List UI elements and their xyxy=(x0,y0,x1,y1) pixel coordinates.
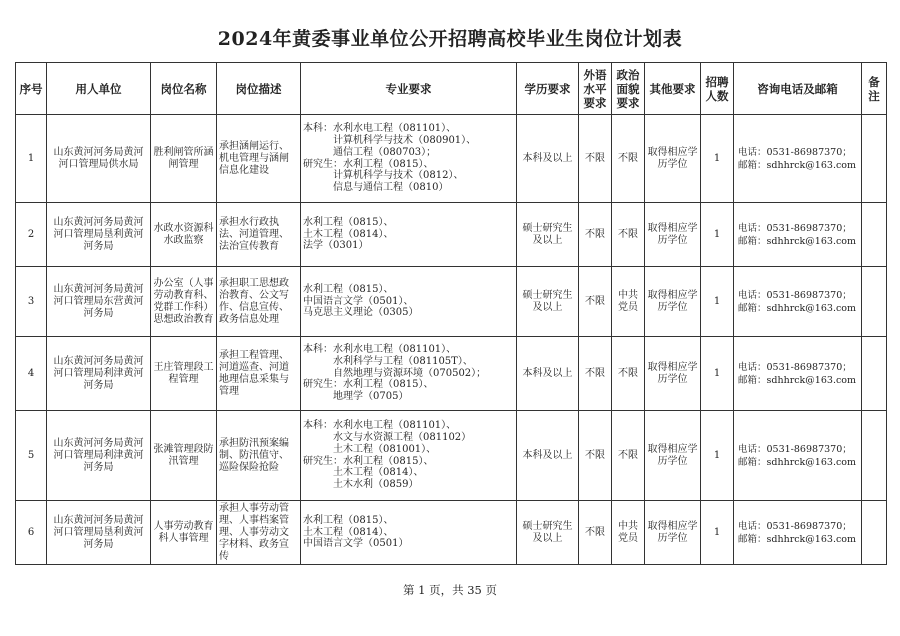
header-cell: 政治面貌要求 xyxy=(612,63,645,115)
major-requirement-line: 水利工程（0815）、 xyxy=(303,514,394,526)
contact-email: 邮箱：sdhhrck@163.com xyxy=(738,302,857,314)
contact-phone: 电话：0531-86987370； xyxy=(738,289,852,301)
employer-cell: 山东黄河河务局黄河河口管理局利津黄河河务局 xyxy=(47,337,151,411)
major-requirement-cell xyxy=(301,411,517,501)
row-number-cell: 1 xyxy=(16,115,47,203)
header-cell: 其他要求 xyxy=(645,63,701,115)
politics-cell: 不限 xyxy=(612,115,645,203)
row-number-cell: 4 xyxy=(16,337,47,411)
major-requirement-line: 水利工程（0815）、 xyxy=(303,283,394,295)
note-cell xyxy=(862,267,887,337)
contact-cell xyxy=(734,337,862,411)
language-cell: 不限 xyxy=(579,267,612,337)
language-cell: 不限 xyxy=(579,337,612,411)
contact-cell xyxy=(734,115,862,203)
position-description-cell: 承担涵闸运行、机电管理与涵闸信息化建设 xyxy=(217,115,301,203)
education-cell: 硕士研究生及以上 xyxy=(517,501,579,565)
major-requirement-line: 中国语言文学（0501）、 xyxy=(303,295,414,307)
education-cell: 本科及以上 xyxy=(517,337,579,411)
contact-cell xyxy=(734,267,862,337)
header-cell: 岗位名称 xyxy=(151,63,217,115)
other-requirement-cell: 取得相应学历学位 xyxy=(645,411,701,501)
major-requirement-cell xyxy=(301,115,517,203)
employer-cell: 山东黄河河务局黄河河口管理局供水局 xyxy=(47,115,151,203)
education-cell: 本科及以上 xyxy=(517,115,579,203)
major-requirement-line: 本科：水利水电工程（081101）、 xyxy=(303,420,457,432)
contact-email: 邮箱：sdhhrck@163.com xyxy=(738,456,857,468)
row-number-cell: 3 xyxy=(16,267,47,337)
recruitment-table xyxy=(15,62,887,565)
other-requirement-cell: 取得相应学历学位 xyxy=(645,267,701,337)
employer-cell: 山东黄河河务局黄河河口管理局垦利黄河河务局 xyxy=(47,501,151,565)
contact-phone: 电话：0531-86987370； xyxy=(738,361,852,373)
major-requirement-line: 研究生：水利工程（0815）、 xyxy=(303,379,434,391)
politics-cell: 不限 xyxy=(612,203,645,267)
major-requirement-line: 水文与水资源工程（081102） xyxy=(333,431,472,443)
position-description-cell: 承担人事劳动管理、人事档案管理、人事劳动文字材料、政务宣传 xyxy=(217,501,301,565)
table-row xyxy=(16,115,887,203)
language-cell: 不限 xyxy=(579,501,612,565)
major-requirement-line: 本科：水利水电工程（081101）、 xyxy=(303,344,457,355)
politics-cell: 不限 xyxy=(612,337,645,411)
major-requirement-cell xyxy=(301,267,517,337)
major-requirement-line: 研究生：水利工程（0815）、 xyxy=(303,158,434,170)
contact-cell xyxy=(734,501,862,565)
position-name-cell: 胜利闸管所涵闸管理 xyxy=(151,115,217,203)
row-number-cell: 5 xyxy=(16,411,47,501)
note-cell xyxy=(862,411,887,501)
table-row xyxy=(16,337,887,411)
contact-cell xyxy=(734,203,862,267)
major-requirement-line: 通信工程（080703）； xyxy=(333,146,437,158)
major-requirement-cell xyxy=(301,501,517,565)
page-title: 2024年黄委事业单位公开招聘高校毕业生岗位计划表 xyxy=(217,28,683,50)
politics-cell: 中共党员 xyxy=(612,501,645,565)
note-cell xyxy=(862,501,887,565)
header-cell: 学历要求 xyxy=(517,63,579,115)
table-row xyxy=(16,267,887,337)
table-row xyxy=(16,411,887,501)
position-name-cell: 王庄管理段工程管理 xyxy=(151,337,217,411)
note-cell xyxy=(862,203,887,267)
major-requirement-line: 土木工程（0814）、 xyxy=(303,526,394,538)
major-requirement-line: 法学（0301） xyxy=(303,240,369,252)
headcount-cell: 1 xyxy=(701,337,734,411)
language-cell: 不限 xyxy=(579,115,612,203)
major-requirement-line: 信息与通信工程（0810） xyxy=(333,182,449,194)
header-cell: 用人单位 xyxy=(47,63,151,115)
contact-phone: 电话：0531-86987370； xyxy=(738,443,852,455)
table-row xyxy=(16,501,887,565)
politics-cell: 中共党员 xyxy=(612,267,645,337)
major-requirement-line: 土木工程（081001）、 xyxy=(333,443,437,455)
row-number-cell: 6 xyxy=(16,501,47,565)
major-requirement-line: 土木工程（0814）、 xyxy=(333,467,424,479)
other-requirement-cell: 取得相应学历学位 xyxy=(645,115,701,203)
position-name-cell: 办公室（人事劳动教育科、党群工作科）思想政治教育 xyxy=(151,267,217,337)
header-cell: 序号 xyxy=(16,63,47,115)
header-cell: 专业要求 xyxy=(301,63,517,115)
education-cell: 硕士研究生及以上 xyxy=(517,203,579,267)
other-requirement-cell: 取得相应学历学位 xyxy=(645,501,701,565)
header-cell: 咨询电话及邮箱 xyxy=(734,63,862,115)
header-cell: 外语水平要求 xyxy=(579,63,612,115)
major-requirement-line: 研究生：水利工程（0815）、 xyxy=(303,455,434,467)
major-requirement-line: 马克思主义理论（0305） xyxy=(303,307,419,319)
headcount-cell: 1 xyxy=(701,267,734,337)
major-requirement-cell xyxy=(301,337,517,411)
contact-email: 邮箱：sdhhrck@163.com xyxy=(738,374,857,386)
language-cell: 不限 xyxy=(579,203,612,267)
note-cell xyxy=(862,337,887,411)
position-name-cell: 水政水资源科水政监察 xyxy=(151,203,217,267)
contact-email: 邮箱：sdhhrck@163.com xyxy=(738,159,857,171)
major-requirement-line: 土木水利（0859） xyxy=(333,479,419,491)
major-requirement-line: 土木工程（0814）、 xyxy=(303,228,394,240)
major-requirement-line: 水利工程（0815）、 xyxy=(303,216,394,228)
education-cell: 本科及以上 xyxy=(517,411,579,501)
header-cell: 备注 xyxy=(862,63,887,115)
employer-cell: 山东黄河河务局黄河河口管理局利津黄河河务局 xyxy=(47,411,151,501)
major-requirement-line: 中国语言文学（0501） xyxy=(303,538,409,550)
contact-phone: 电话：0531-86987370； xyxy=(738,520,852,532)
position-description-cell: 承担职工思想政治教育、公文写作、信息宣传、政务信息处理 xyxy=(217,267,301,337)
language-cell: 不限 xyxy=(579,411,612,501)
major-requirement-line: 本科：水利水电工程（081101）、 xyxy=(303,123,457,135)
other-requirement-cell: 取得相应学历学位 xyxy=(645,337,701,411)
major-requirement-cell xyxy=(301,203,517,267)
education-cell: 硕士研究生及以上 xyxy=(517,267,579,337)
row-number-cell: 2 xyxy=(16,203,47,267)
contact-email: 邮箱：sdhhrck@163.com xyxy=(738,533,857,545)
position-description-cell: 承担防汛预案编制、防汛值守、巡险保险抢险 xyxy=(217,411,301,501)
table-header-row xyxy=(16,63,887,115)
position-description-cell: 承担工程管理、河道巡查、河道地理信息采集与管理 xyxy=(217,337,301,411)
header-cell: 岗位描述 xyxy=(217,63,301,115)
employer-cell: 山东黄河河务局黄河河口管理局垦利黄河河务局 xyxy=(47,203,151,267)
politics-cell: 不限 xyxy=(612,411,645,501)
page-footer: 第 1 页，共 35 页 xyxy=(402,583,498,597)
employer-cell: 山东黄河河务局黄河河口管理局东营黄河河务局 xyxy=(47,267,151,337)
major-requirement-line: 自然地理与资源环境（070502）； xyxy=(333,367,487,379)
contact-phone: 电话：0531-86987370； xyxy=(738,222,852,234)
major-requirement-line: 计算机科学与技术（0812）、 xyxy=(333,170,464,182)
other-requirement-cell: 取得相应学历学位 xyxy=(645,203,701,267)
major-requirement-line: 水利科学与工程（081105T）、 xyxy=(333,355,473,367)
contact-email: 邮箱：sdhhrck@163.com xyxy=(738,235,857,247)
contact-phone: 电话：0531-86987370； xyxy=(738,146,852,158)
headcount-cell: 1 xyxy=(701,501,734,565)
position-name-cell: 张滩管理段防汛管理 xyxy=(151,411,217,501)
position-name-cell: 人事劳动教育科人事管理 xyxy=(151,501,217,565)
headcount-cell: 1 xyxy=(701,411,734,501)
headcount-cell: 1 xyxy=(701,203,734,267)
headcount-cell: 1 xyxy=(701,115,734,203)
position-description-cell: 承担水行政执法、河道管理、法治宣传教育 xyxy=(217,203,301,267)
major-requirement-line: 计算机科学与技术（080901）、 xyxy=(333,134,477,146)
table-row xyxy=(16,203,887,267)
header-cell: 招聘人数 xyxy=(701,63,734,115)
note-cell xyxy=(862,115,887,203)
contact-cell xyxy=(734,411,862,501)
major-requirement-line: 地理学（0705） xyxy=(333,391,409,403)
